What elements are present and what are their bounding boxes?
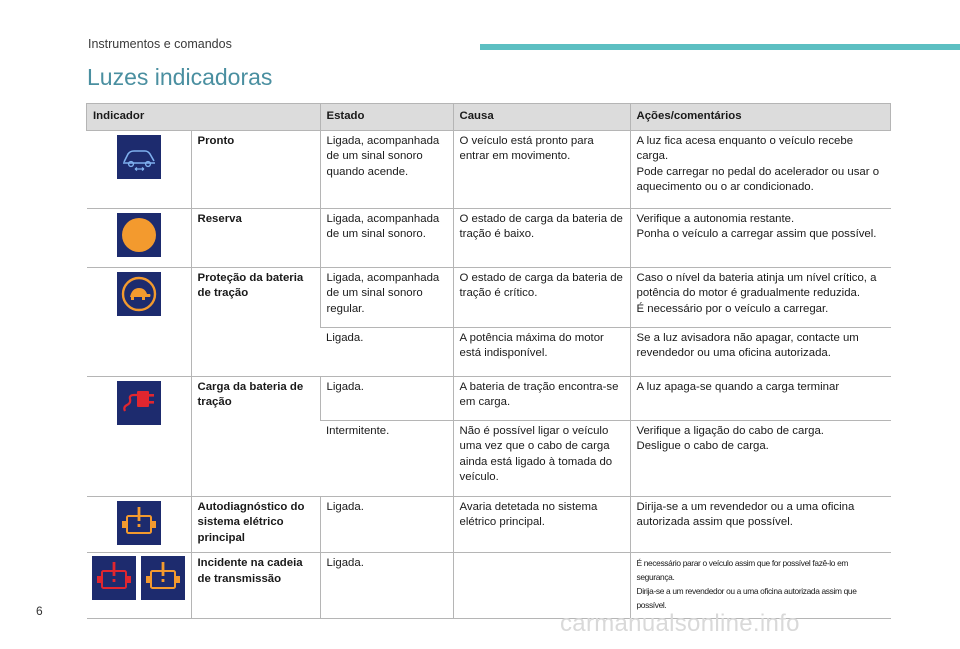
header-actions: Ações/comentários xyxy=(630,104,891,131)
header-cause: Causa xyxy=(453,104,630,131)
cause-text: A bateria de tração encontra-se em carga. xyxy=(453,376,630,420)
indicator-name: Carga da bateria de tração xyxy=(191,376,320,496)
action-text: Verifique a autonomia restante. xyxy=(636,212,795,225)
turtle-icon xyxy=(117,272,161,316)
action-text: Ponha o veículo a carregar assim que possível. xyxy=(636,228,877,241)
table-row xyxy=(87,267,891,327)
action-text: Desligue o cabo de carga. xyxy=(636,440,769,453)
action-text: Se a luz avisadora não apagar, contacte um revendedor ou uma oficina autorizada. xyxy=(636,331,859,360)
action-text: Caso o nível da bateria atinja um nível crítico, a potência do motor é gradualmente reduzida. xyxy=(636,271,877,300)
header-state: Estado xyxy=(320,104,453,131)
indicator-icon-cell xyxy=(87,496,192,553)
indicator-table xyxy=(86,103,891,619)
indicator-name: Pronto xyxy=(191,130,320,208)
state-text: Ligada, acompanhada de um sinal sonoro quando acende. xyxy=(320,130,453,208)
indicator-icon-cell xyxy=(87,553,192,619)
charging-plug-icon xyxy=(117,381,161,425)
indicator-icon-cell xyxy=(87,130,192,208)
action-text: É necessário parar o veículo assim que for possível fazê-lo em segurança. xyxy=(636,558,849,583)
indicator-name: Autodiagnóstico do sistema elétrico principal xyxy=(191,496,320,553)
action-text: Pode carregar no pedal do acelerador ou usar o aquecimento ou o ar condicionado. xyxy=(636,165,880,194)
indicator-name: Proteção da bateria de tração xyxy=(191,267,320,376)
indicator-name: Incidente na cadeia de transmissão xyxy=(191,553,320,619)
actions-cell xyxy=(630,496,891,553)
cause-text: O estado de carga da bateria de tração é baixo. xyxy=(453,208,630,267)
cause-text: Avaria detetada no sistema elétrico principal. xyxy=(453,496,630,553)
action-text: Dirija-se a um revendedor ou a uma oficina autorizada assim que possível. xyxy=(636,586,857,611)
header-indicator: Indicador xyxy=(87,104,321,131)
actions-cell xyxy=(630,208,891,267)
table-header-row xyxy=(87,104,891,131)
state-text: Ligada. xyxy=(320,553,453,619)
actions-cell xyxy=(630,376,891,420)
actions-cell xyxy=(630,420,891,496)
action-text: A luz apaga-se quando a carga terminar xyxy=(636,380,840,393)
state-text: Ligada. xyxy=(320,327,453,376)
car-icon xyxy=(117,135,161,179)
page-title: Luzes indicadoras xyxy=(87,64,273,90)
page-number: 6 xyxy=(36,604,43,618)
cause-text: Não é possível ligar o veículo uma vez que o cabo de carga ainda está ligado à tomada do veículo. xyxy=(453,420,630,496)
indicator-icon-cell xyxy=(87,208,192,267)
indicator-icon-cell xyxy=(87,376,192,496)
table-row xyxy=(87,376,891,420)
action-text: É necessário por o veículo a carregar. xyxy=(636,302,829,315)
cause-text: A potência máxima do motor está indisponível. xyxy=(453,327,630,376)
actions-cell xyxy=(630,130,891,208)
cause-text: O veículo está pronto para entrar em movimento. xyxy=(453,130,630,208)
electric-motor-warning-icon xyxy=(117,501,161,545)
indicator-name: Reserva xyxy=(191,208,320,267)
table-row xyxy=(87,496,891,553)
electric-motor-warning-red-icon xyxy=(92,556,136,600)
cause-text: O estado de carga da bateria de tração é crítico. xyxy=(453,267,630,327)
state-text: Ligada. xyxy=(320,376,453,420)
indicator-icon-cell xyxy=(87,267,192,376)
electric-motor-warning-icon xyxy=(141,556,185,600)
table-row xyxy=(87,553,891,619)
actions-cell xyxy=(630,327,891,376)
header-accent-bar xyxy=(480,44,960,50)
cause-text xyxy=(453,553,630,619)
watermark: carmanualsonline.info xyxy=(560,610,800,637)
state-text: Ligada, acompanhada de um sinal sonoro regular. xyxy=(320,267,453,327)
state-text: Ligada, acompanhada de um sinal sonoro. xyxy=(320,208,453,267)
action-text: A luz fica acesa enquanto o veículo recebe carga. xyxy=(636,134,854,163)
action-text: Verifique a ligação do cabo de carga. xyxy=(636,424,824,437)
actions-cell xyxy=(630,553,891,619)
table-row xyxy=(87,208,891,267)
table-row xyxy=(87,130,891,208)
actions-cell xyxy=(630,267,891,327)
action-text: Dirija-se a um revendedor ou a uma oficina autorizada assim que possível. xyxy=(636,500,855,529)
state-text: Intermitente. xyxy=(320,420,453,496)
orange-dot-icon xyxy=(117,213,161,257)
state-text: Ligada. xyxy=(320,496,453,553)
section-header: Instrumentos e comandos xyxy=(88,37,232,51)
